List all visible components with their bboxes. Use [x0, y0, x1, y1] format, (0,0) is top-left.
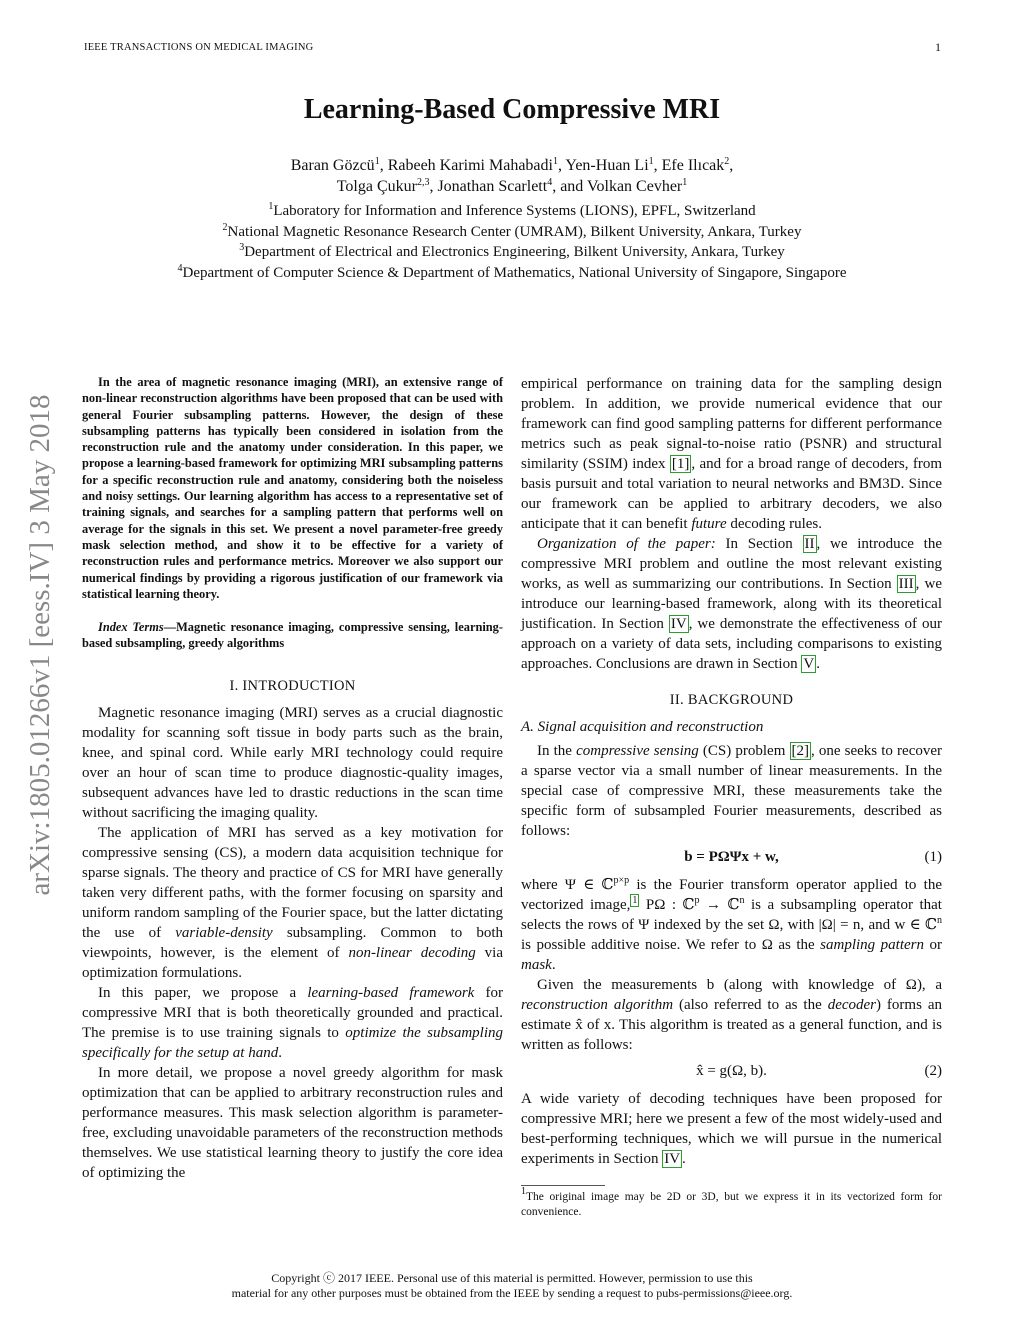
- section-link[interactable]: III: [898, 576, 914, 592]
- section-link[interactable]: V: [803, 656, 815, 672]
- affiliation: $^3$Department of Electrical and Electronics Engineering, Bilkent University, Ankara, Turkey: [239, 242, 785, 260]
- author-name: Jonathan Scarlett: [437, 178, 548, 195]
- footnote-link[interactable]: 1: [632, 895, 638, 906]
- copyright-notice: Copyright ⓒ 2017 IEEE. Personal use of this material is permitted. However, permission to use this material for any other purposes must be obtained from the IEEE by sending a request to pubs-permissions@ieee.org.: [231, 1271, 793, 1300]
- section-heading-introduction: I. INTRODUCTION: [229, 677, 356, 694]
- author-name: Rabeeh Karimi Mahabadi: [387, 157, 553, 174]
- index-terms: Index Terms—Magnetic resonance imaging, compressive sensing, learning-based subsampling, greedy algorithms: [82, 620, 503, 651]
- affiliation: $^4$Department of Computer Science & Department of Mathematics, National University of Singapore, Singapore: [177, 262, 847, 281]
- paragraph: Given the measurements b (along with knowledge of Ω), a reconstruction algorithm (also referred to as the decoder) forms an estimate x̂ of x. This algorithm is treated as a general function, and is written as follows:: [521, 977, 942, 1053]
- page-number: 1: [935, 40, 941, 54]
- author-name: Baran Gözcü: [290, 157, 375, 174]
- affiliation: $^1$Laboratory for Information and Inference Systems (LIONS), EPFL, Switzerland: [268, 201, 756, 219]
- equation-2: x̂ = g(Ω, b). (2): [696, 1063, 942, 1079]
- arxiv-stamp: arXiv:1805.01266v1 [eess.IV] 3 May 2018: [24, 394, 56, 896]
- author-list: Baran Gözcü$^1$, Rabeeh Karimi Mahabadi$^1$, Yen-Huan Li$^1$, Efe Ilıcak$^2$, Tolga Çukur$^{2,3}$, Jonathan Scarlett$^4$, and Volkan Cevher$^1$: [290, 156, 734, 195]
- author-name: Efe Ilıcak: [661, 157, 725, 174]
- abstract: In the area of magnetic resonance imaging (MRI), an extensive range of non-linear reconstruction algorithms have been proposed that can be used with general Fourier subsampling patterns. However, the design of these subsampling patterns has typically been considered in isolation from the reconstruction rule and the anatomy under consideration. In this paper, we propose a learning-based framework for optimizing MRI subsampling patterns for a specific reconstruction rule and anatomy, considering both the noiseless and noisy settings. Our learning algorithm has access to a representative set of training signals, and searches for a sampling pattern that performs well on average for the signals in this set. We present a novel parameter-free greedy mask selection method, and show it to be effective for a variety of reconstruction rules and performance metrics. Moreover we also support our numerical findings by providing a rigorous justification of our framework via statistical learning theory.: [82, 375, 503, 601]
- affiliations: [0, 201, 1024, 283]
- footnote-divider: [521, 1185, 605, 1186]
- section-link[interactable]: II: [804, 536, 815, 552]
- paper-title: Learning-Based Compressive MRI: [303, 94, 721, 125]
- footnote: $^1$The original image may be 2D or 3D, but we express it in its vectorized form for convenience.: [521, 1186, 942, 1218]
- equation-number: (2): [924, 1063, 942, 1079]
- paragraph: empirical performance on training data for the sampling design problem. In addition, we provide numerical evidence that our framework can find good sampling patterns for different performance metrics such as peak signal-to-noise ratio (PSNR) and structural similarity (SSIM) index [1] , and for a broad range of decoders, from basis pursuit and total variation to neural networks and BM3D. Since our framework can be applied to arbitrary decoders, we also anticipate that it can benefit future decoding rules.: [521, 376, 942, 532]
- introduction-body: [82, 703, 503, 1183]
- paragraph: In this paper, we propose a learning-based framework for compressive MRI that is both theoretically grounded and practical. The premise is to use training signals to optimize the subsampling specifically for the setup at hand.: [82, 984, 504, 1061]
- paragraph: Organization of the paper: In Section II , we introduce the compressive MRI problem and outline the most relevant existing works, as well as summarizing our contributions. In Section III , we introduce our learning-based framework, along with its theoretical justification. In Section IV , we demonstrate the effectiveness of our approach on a variety of data sets, including comparisons to existing approaches. Conclusions are drawn in Section V .: [521, 536, 942, 672]
- affiliation: $^2$National Magnetic Resonance Research Center (UMRAM), Bilkent University, Ankara, Turkey: [222, 221, 802, 240]
- paragraph: A wide variety of decoding techniques have been proposed for compressive MRI; here we present a few of the most widely-used and best-performing techniques, which we will pursue in the numerical experiments in Section IV .: [521, 1091, 942, 1167]
- author-name: and Volkan Cevher: [560, 178, 683, 195]
- author-name: Tolga Çukur: [336, 178, 417, 195]
- section-link[interactable]: IV: [670, 616, 687, 632]
- paragraph: where Ψ ∈ ℂ$^{p\times p}$ is the Fourier transform operator applied to the vectorized image, $^1$ PΩ : ℂ$^p$ → ℂ$^n$ is a subsampling operator that selects the rows of Ψ indexed by the set Ω, with |Ω| = n, and w ∈ ℂ$^n$ is possible additive noise. We refer to Ω as the sampling pattern or mask.: [521, 875, 942, 973]
- citation-link[interactable]: [2]: [791, 743, 809, 759]
- author-name: Yen-Huan Li: [565, 157, 649, 174]
- left-column: [82, 374, 503, 1183]
- paragraph: In the compressive sensing (CS) problem [2] , one seeks to recover a sparse vector via a small number of linear measurements. In the special case of compressive MRI, these measurements take the specific form of subsampled Fourier measurements, described as follows:: [521, 743, 943, 839]
- citation-link[interactable]: [1]: [671, 456, 690, 472]
- copyright-symbol: ⓒ: [322, 1271, 335, 1285]
- equation-number: (1): [924, 849, 942, 865]
- paragraph: Magnetic resonance imaging (MRI) serves as a crucial diagnostic modality for scanning soft tissue in body parts such as the brain, knee, and spinal cord. While early MRI technology could require over an hour of scan time to produce diagnostic-quality images, subsequent advances have led to drastic reductions in the scan time without sacrificing the imaging quality.: [82, 704, 503, 821]
- paragraph: The application of MRI has served as a key motivation for compressive sensing (CS), a modern data acquisition technique for sparse signals. The theory and practice of CS for MRI have generally taken very different paths, with the former focusing on sparsity and uniform random sampling of the Fourier space, but the latter dictating the use of variable-density subsampling. Common to both viewpoints, however, is the element of non-linear decoding via optimization formulations.: [82, 824, 504, 981]
- section-link[interactable]: IV: [664, 1151, 681, 1167]
- journal-header: IEEE TRANSACTIONS ON MEDICAL IMAGING: [84, 42, 314, 53]
- section-heading-background: II. BACKGROUND: [669, 692, 794, 708]
- right-column: [521, 374, 942, 1220]
- paragraph: In more detail, we propose a novel greedy algorithm for mask optimization that can be applied to arbitrary reconstruction rules and performance measures. This mask selection algorithm is parameter-free, excluding unavoidable parameters of the reconstruction methods themselves. We use statistical learning theory to justify the core idea of optimizing the: [82, 1064, 503, 1181]
- subsection-heading: A. Signal acquisition and reconstruction: [521, 719, 764, 735]
- equation-1: b = PΩΨx + w, (1): [684, 849, 942, 865]
